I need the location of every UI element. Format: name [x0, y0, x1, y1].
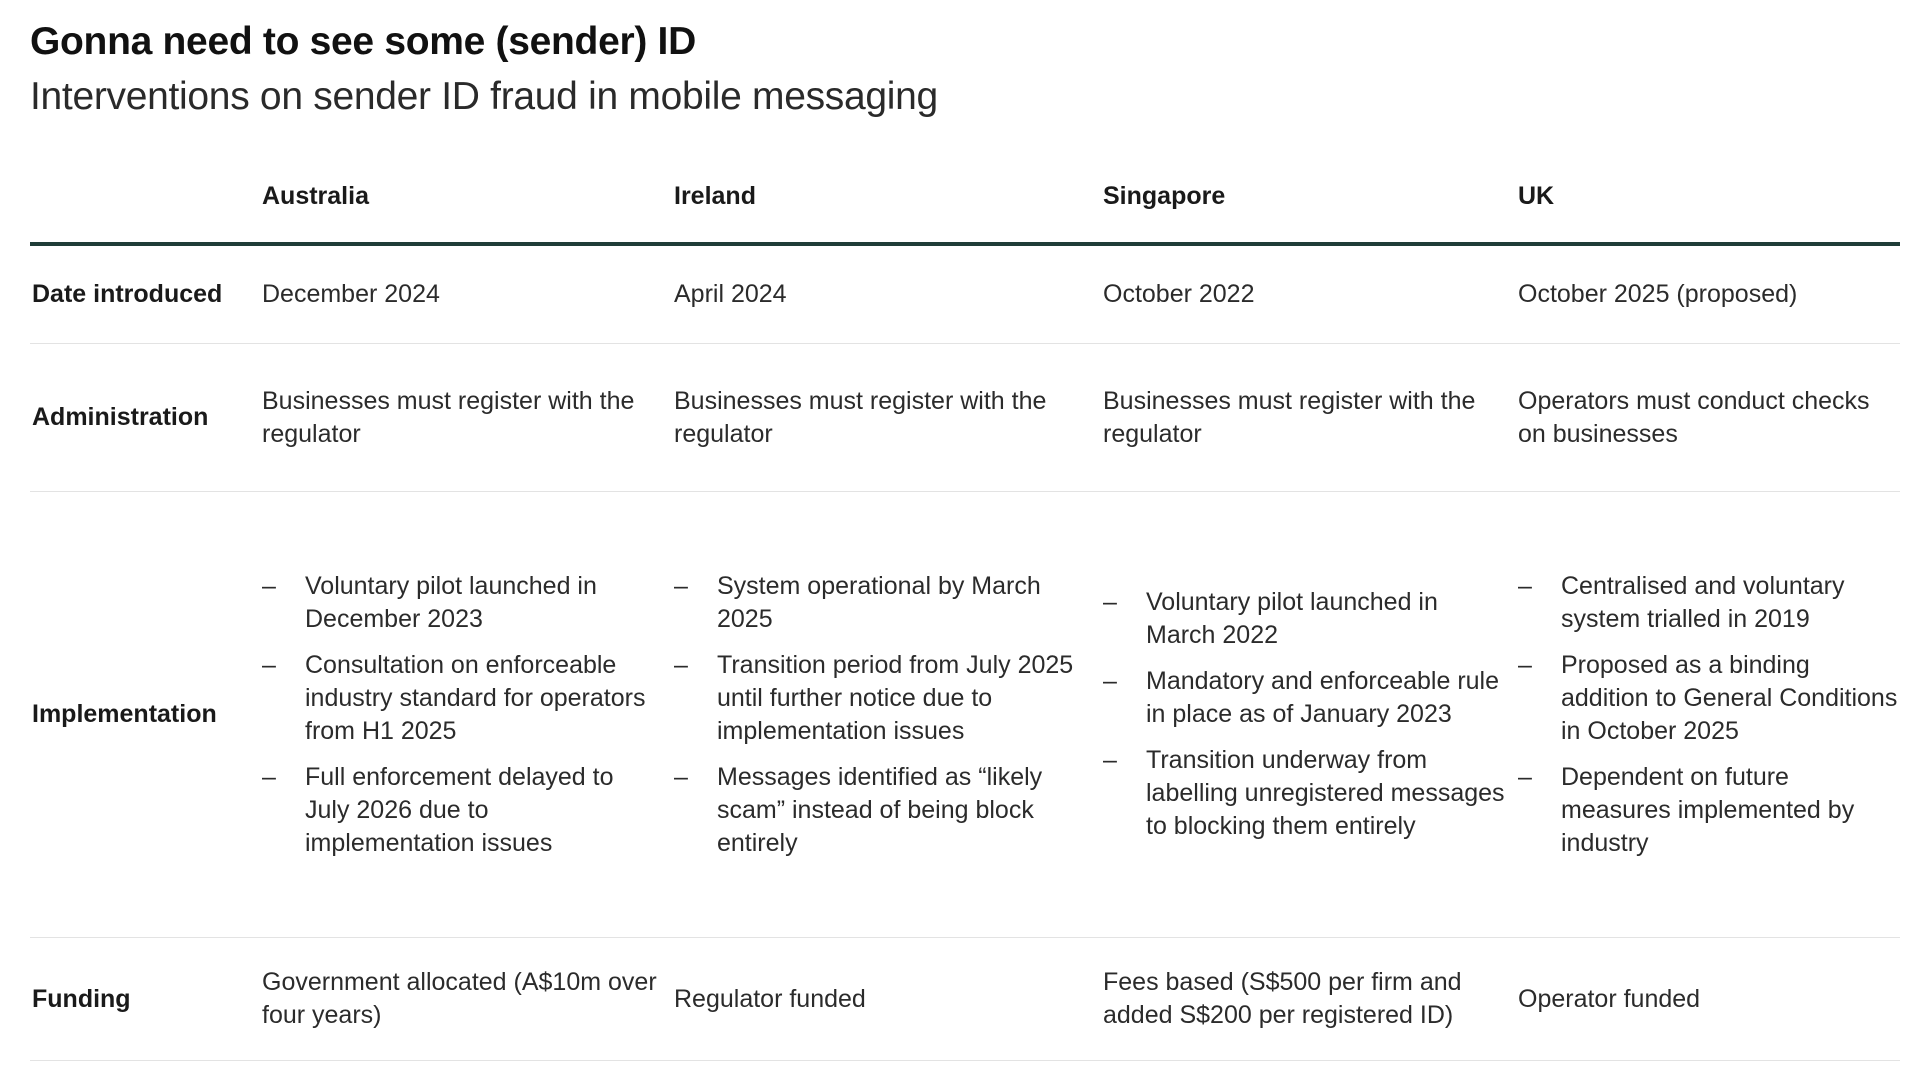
- list-item-text: Consultation on enforceable industry standard for operators from H1 2025: [305, 650, 646, 745]
- dash-marker: –: [262, 650, 276, 679]
- list-item: [262, 649, 664, 748]
- list-item-text: Voluntary pilot launched in December 2023: [305, 571, 597, 633]
- page-subtitle: Interventions on sender ID fraud in mobile messaging: [30, 75, 938, 118]
- bullet-list: [262, 570, 664, 860]
- cell-admin-uk: Operators must conduct checks on businesses: [1518, 386, 1870, 448]
- column-header-australia: Australia: [262, 182, 369, 210]
- dash-marker: –: [674, 650, 688, 679]
- dash-marker: –: [1103, 746, 1117, 774]
- list-item: [1518, 761, 1900, 860]
- cell-fund-australia: Government allocated (A$10m over four years): [262, 968, 657, 1029]
- cell-impl-uk: [1518, 570, 1900, 860]
- list-item-text: Messages identified as “likely scam” instead of being block entirely: [717, 762, 1043, 857]
- cell-impl-singapore: [1103, 586, 1518, 843]
- header-corner: [30, 150, 262, 180]
- list-item-text: Mandatory and enforceable rule in place as of January 2023: [1146, 667, 1500, 728]
- dash-marker: –: [262, 762, 276, 791]
- dash-marker: –: [1103, 588, 1117, 616]
- cell-fund-uk: Operator funded: [1518, 984, 1701, 1013]
- list-item-text: Dependent on future measures implemented by industry: [1561, 762, 1855, 857]
- bullet-list: [1103, 586, 1508, 843]
- dash-marker: –: [262, 571, 276, 600]
- row-label-date-introduced: Date introduced: [32, 280, 223, 308]
- dash-marker: –: [674, 571, 688, 600]
- list-item: [674, 649, 1093, 748]
- dash-marker: –: [674, 762, 688, 791]
- list-item: [262, 570, 664, 636]
- bullet-list: [674, 570, 1093, 860]
- cell-fund-ireland: Regulator funded: [674, 984, 866, 1013]
- comparison-table: [30, 150, 1900, 1061]
- column-header-singapore: Singapore: [1103, 182, 1226, 210]
- row-label-administration: Administration: [32, 403, 209, 431]
- list-item-text: Voluntary pilot launched in March 2022: [1146, 588, 1438, 649]
- list-item-text: Transition underway from labelling unregistered messages to blocking them entirely: [1146, 746, 1505, 840]
- page-title: Gonna need to see some (sender) ID: [30, 20, 696, 63]
- table-header-row: [30, 150, 1900, 246]
- column-header-uk: UK: [1518, 182, 1555, 210]
- dash-marker: –: [1518, 650, 1532, 679]
- list-item-text: Proposed as a binding addition to General Conditions in October 2025: [1561, 650, 1898, 745]
- dash-marker: –: [1103, 667, 1117, 695]
- table-row-implementation: [30, 492, 1900, 938]
- list-item: [1103, 665, 1508, 731]
- row-label-implementation: Implementation: [32, 700, 217, 728]
- cell-impl-ireland: [674, 570, 1103, 860]
- list-item: [674, 761, 1093, 860]
- cell-admin-ireland: Businesses must register with the regulator: [674, 386, 1047, 448]
- column-header-ireland: Ireland: [674, 182, 756, 210]
- cell-admin-singapore: Businesses must register with the regulator: [1103, 386, 1476, 448]
- list-item: [1103, 586, 1508, 652]
- list-item: [674, 570, 1093, 636]
- list-item-text: Centralised and voluntary system trialled in 2019: [1561, 571, 1845, 633]
- list-item: [262, 761, 664, 860]
- list-item-text: Full enforcement delayed to July 2026 due to implementation issues: [305, 762, 614, 857]
- cell-date-australia: December 2024: [262, 280, 440, 308]
- cell-admin-australia: Businesses must register with the regulator: [262, 386, 635, 448]
- list-item-text: System operational by March 2025: [717, 571, 1041, 633]
- cell-date-uk: October 2025 (proposed): [1518, 280, 1798, 308]
- dash-marker: –: [1518, 571, 1532, 600]
- list-item: [1518, 649, 1900, 748]
- list-item-text: Transition period from July 2025 until further notice due to implementation issues: [717, 650, 1074, 745]
- cell-impl-australia: [262, 570, 674, 860]
- table-row-date-introduced: [30, 246, 1900, 344]
- row-label-funding: Funding: [32, 984, 131, 1013]
- bullet-list: [1518, 570, 1900, 860]
- dash-marker: –: [1518, 762, 1532, 791]
- list-item: [1518, 570, 1900, 636]
- list-item: [1103, 744, 1508, 843]
- table-row-administration: [30, 344, 1900, 492]
- cell-date-ireland: April 2024: [674, 280, 787, 308]
- cell-fund-singapore: Fees based (S$500 per firm and added S$200 per registered ID): [1103, 968, 1462, 1029]
- table-row-funding: [30, 938, 1900, 1061]
- cell-date-singapore: October 2022: [1103, 280, 1255, 308]
